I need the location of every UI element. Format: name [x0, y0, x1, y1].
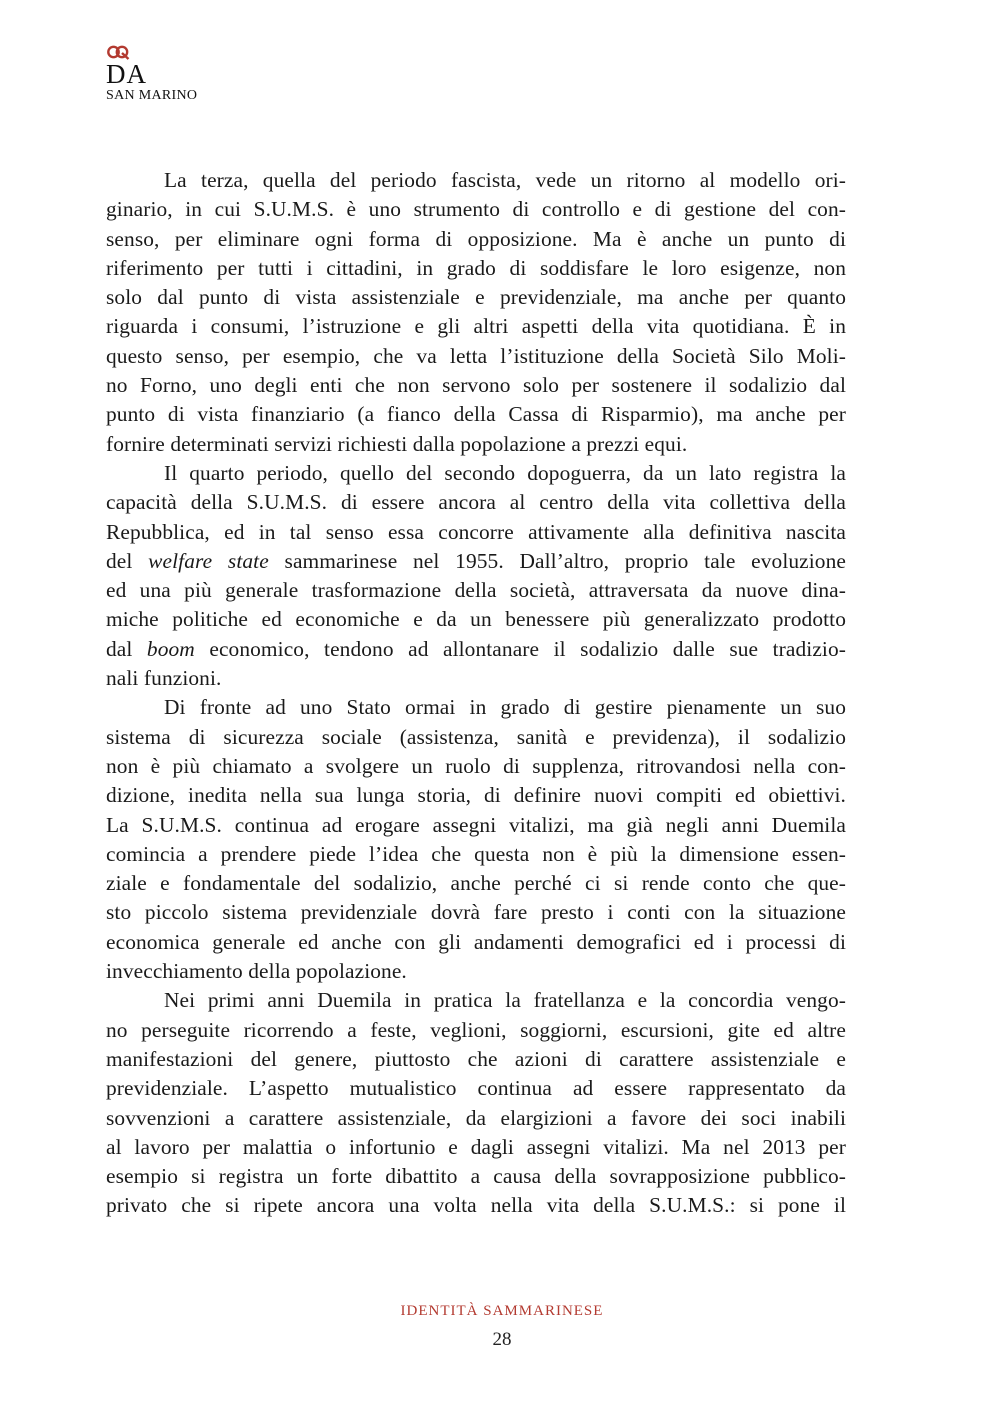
text-run: punto di vista finanziario (a fianco della Cassa di Risparmio), ma anche per — [106, 402, 846, 427]
text-run: sistema di sicurezza sociale (assistenza, sanità e previdenza), il sodalizio — [106, 724, 846, 749]
paragraph — [106, 986, 846, 1220]
text-run: riguarda i consumi, l’istruzione e gli altri aspetti della vita quotidiana. È in — [106, 314, 846, 339]
text-line — [106, 928, 846, 957]
text-run: Di fronte ad uno Stato ormai in grado di gestire pienamente un suo — [164, 695, 846, 720]
text-line — [106, 1162, 846, 1191]
text-run: solo dal punto di vista assistenziale e previdenziale, ma anche per quanto — [106, 285, 846, 310]
text-line — [106, 518, 846, 547]
text-line — [106, 195, 846, 224]
text-run: capacità della S.U.M.S. di essere ancora al centro della vita collettiva della — [106, 490, 846, 515]
text-line — [106, 254, 846, 283]
text-line — [106, 225, 846, 254]
text-run: nali funzioni. — [106, 666, 222, 691]
text-run: Nei primi anni Duemila in pratica la fratellanza e la concordia vengo- — [164, 988, 846, 1013]
text-line — [106, 840, 846, 869]
text-run: ziale e fondamentale del sodalizio, anche perché ci si rende conto che que- — [106, 871, 846, 896]
text-run: La terza, quella del periodo fascista, vede un ritorno al modello ori- — [164, 168, 846, 192]
text-run: ed una più generale trasformazione della società, attraversata da nuove dina- — [106, 578, 846, 603]
text-line — [106, 1104, 846, 1133]
text-run: dal — [106, 636, 147, 661]
text-line — [106, 342, 846, 371]
paragraph — [106, 693, 846, 986]
text-line — [106, 166, 846, 195]
text-line — [106, 1016, 846, 1045]
text-line — [106, 811, 846, 840]
text-run: previdenziale. L’aspetto mutualistico continua ad essere rappresentato da — [106, 1076, 846, 1101]
page-number: 28 — [492, 1329, 512, 1350]
text-run: no perseguite ricorrendo a feste, veglioni, soggiorni, escursioni, gite ed altre — [106, 1017, 846, 1042]
text-line — [106, 1191, 846, 1220]
text-run: invecchiamento della popolazione. — [106, 959, 407, 984]
text-line — [106, 869, 846, 898]
text-line — [106, 1045, 846, 1074]
text-line — [106, 898, 846, 927]
text-run: economico, tendono ad allontanare il sodalizio dalle sue tradizio- — [194, 636, 846, 661]
text-line — [106, 693, 846, 722]
text-run: del — [106, 548, 149, 573]
text-run: La S.U.M.S. continua ad erogare assegni vitalizi, ma già negli anni Duemila — [106, 812, 846, 837]
text-run: miche politiche ed economiche e da un benessere più generalizzato prodotto — [106, 607, 846, 632]
text-run: riferimento per tutti i cittadini, in grado di soddisfare le loro esigenze, non — [106, 255, 846, 280]
text-line — [106, 1074, 846, 1103]
text-run: comincia a prendere piede l’idea che questa non è più la dimensione essen- — [106, 841, 846, 866]
brand-title: DA — [106, 59, 147, 89]
text-run: al lavoro per malattia o infortunio e dagli assegni vitalizi. Ma nel 2013 per — [106, 1134, 846, 1159]
running-footer-title: IDENTITÀ SAMMARINESE — [400, 1303, 604, 1319]
text-run: manifestazioni del genere, piuttosto che azioni di carattere assistenziale e — [106, 1046, 846, 1071]
text-line — [106, 283, 846, 312]
text-run: questo senso, per esempio, che va letta l’istituzione della Società Silo Moli- — [106, 343, 846, 368]
text-run: economica generale ed anche con gli andamenti demografici ed i processi di — [106, 929, 846, 954]
text-line — [106, 605, 846, 634]
text-line — [106, 547, 846, 576]
text-run: fornire determinati servizi richiesti dalla popolazione a prezzi equi. — [106, 431, 688, 456]
text-run: sammarinese nel 1955. Dall’altro, proprio tale evoluzione — [268, 548, 846, 573]
text-line — [106, 723, 846, 752]
brand-subtitle: SAN MARINO — [106, 88, 198, 103]
paragraph — [106, 166, 846, 459]
text-run: no Forno, uno degli enti che non servono solo per sostenere il sodalizio dal — [106, 373, 846, 398]
text-run: ginario, in cui S.U.M.S. è uno strumento di controllo e di gestione del con- — [106, 197, 846, 222]
text-run: senso, per eliminare ogni forma di opposizione. Ma è anche un punto di — [106, 226, 846, 251]
text-line — [106, 781, 846, 810]
text-line — [106, 430, 846, 459]
text-run: privato che si ripete ancora una volta nella vita della S.U.M.S.: si pone il — [106, 1193, 846, 1218]
text-line — [106, 664, 846, 693]
text-run: sovvenzioni a carattere assistenziale, da elargizioni a favore dei soci inabili — [106, 1105, 846, 1130]
text-line — [106, 635, 846, 664]
text-line — [106, 488, 846, 517]
text-run: esempio si registra un forte dibattito a causa della sovrapposizione pubblico- — [106, 1164, 846, 1189]
text-line — [106, 1133, 846, 1162]
text-line — [106, 400, 846, 429]
text-line — [106, 752, 846, 781]
text-line — [106, 312, 846, 341]
text-run: Repubblica, ed in tal senso essa concorre attivamente alla definitiva nascita — [106, 519, 846, 544]
paragraph — [106, 459, 846, 693]
text-run: Il quarto periodo, quello del secondo dopoguerra, da un lato registra la — [164, 460, 846, 485]
italic-term: boom — [146, 636, 195, 661]
text-line — [106, 459, 846, 488]
italic-term: welfare state — [148, 548, 269, 573]
text-line — [106, 576, 846, 605]
text-run: sto piccolo sistema previdenziale dovrà fare presto i conti con la situazione — [106, 900, 846, 925]
text-line — [106, 371, 846, 400]
article-body — [106, 166, 846, 1221]
text-run: dizione, inedita nella sua lunga storia, di definire nuovi compiti ed obiettivi. — [106, 783, 846, 808]
text-line — [106, 957, 846, 986]
text-line — [106, 986, 846, 1015]
text-run: non è più chiamato a svolgere un ruolo di supplenza, ritrovandosi nella con- — [106, 753, 846, 778]
